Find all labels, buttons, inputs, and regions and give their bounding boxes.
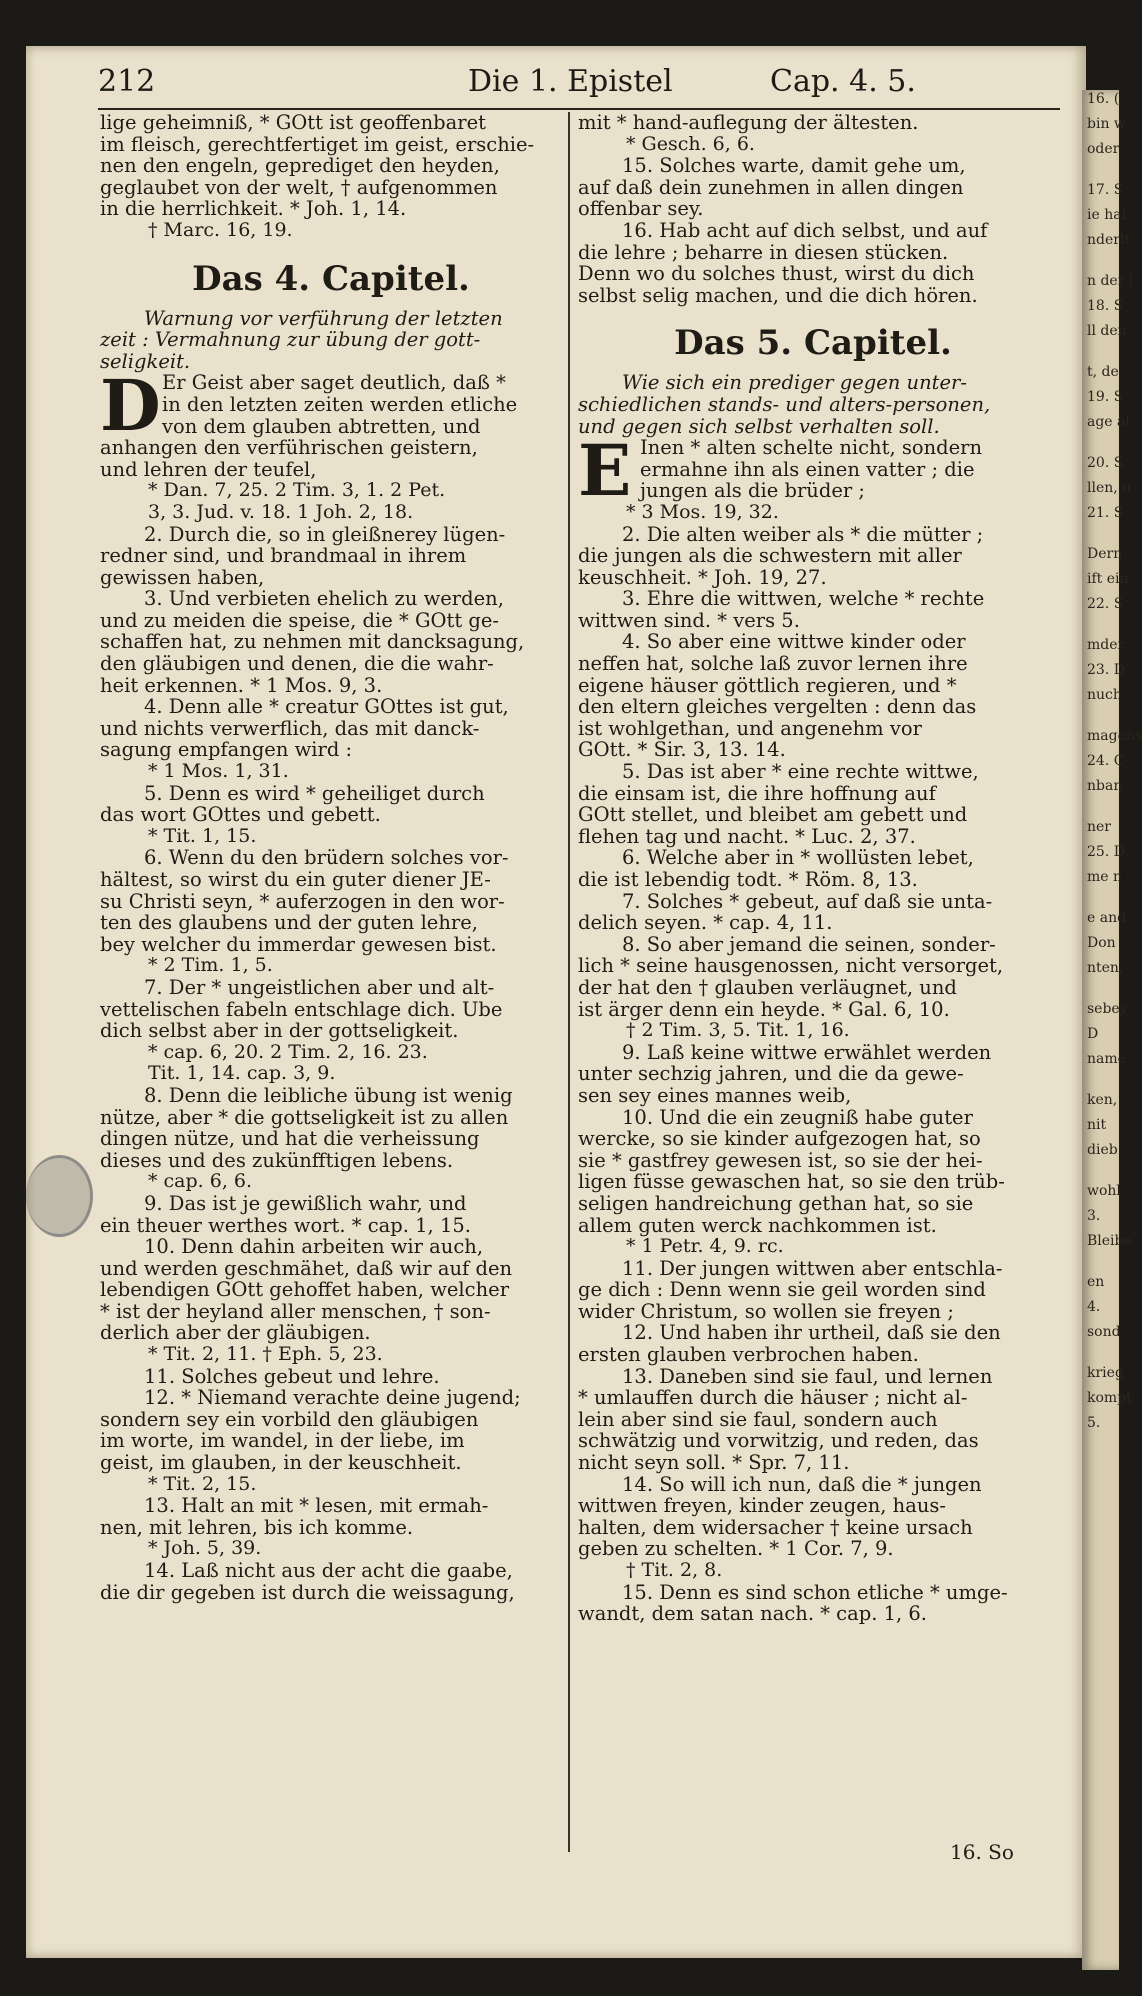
- margin-fragment: ken,: [1087, 1092, 1118, 1108]
- cross-reference: † Marc. 16, 19.: [148, 218, 293, 241]
- cross-reference: * 1 Mos. 1, 31.: [148, 760, 289, 783]
- margin-fragment: dieb: [1087, 1142, 1118, 1158]
- text-line: von dem glauben abtretten, und: [162, 414, 481, 438]
- margin-fragment: ll den: [1087, 323, 1127, 339]
- left-column: [100, 112, 562, 1603]
- text-line: ersten glauben verbrochen haben.: [578, 1343, 919, 1367]
- text-line: 14. Laß nicht aus der acht die gaabe,: [144, 1559, 513, 1582]
- text-line: sen sey eines mannes weib,: [578, 1083, 852, 1107]
- text-line: 13. Daneben sind sie faul, und lernen: [622, 1364, 993, 1388]
- text-line: bey welcher du immerdar gewesen bist.: [100, 932, 497, 956]
- text-line: 2. Die alten weiber als * die mütter ;: [622, 522, 984, 546]
- margin-fragment: age al: [1087, 414, 1130, 430]
- text-line: GOtt stellet, und bleibet am gebett und: [578, 803, 968, 827]
- text-line: 6. Welche aber in * wollüsten lebet,: [622, 846, 974, 870]
- margin-fragment: ie hal: [1087, 207, 1127, 223]
- text-line: geben zu schelten. * 1 Cor. 7, 9.: [578, 1537, 894, 1561]
- text-line: delich seyen. * cap. 4, 11.: [578, 911, 833, 935]
- text-line: * umlauffen durch die häuser ; nicht al-: [578, 1386, 968, 1410]
- text-line: in den letzten zeiten werden etliche: [162, 392, 518, 416]
- margin-fragment: Don: [1087, 935, 1116, 951]
- right-column: [578, 112, 1048, 1625]
- text-line: eigene häuser göttlich regieren, und *: [578, 673, 957, 697]
- margin-fragment: 4.: [1087, 1299, 1101, 1315]
- text-line: 10. Und die ein zeugniß habe guter: [622, 1105, 973, 1129]
- text-line: 11. Der jungen wittwen aber entschla-: [622, 1256, 1003, 1280]
- text-line: in die herrlichkeit. * Joh. 1, 14.: [100, 197, 407, 221]
- drop-cap: D: [100, 364, 161, 448]
- margin-fragment: D: [1087, 1026, 1099, 1042]
- chapter-heading-4: Das 4. Capitel.: [192, 258, 470, 299]
- cross-reference: * cap. 6, 6.: [148, 1170, 253, 1193]
- cross-reference: Tit. 1, 14. cap. 3, 9.: [148, 1062, 336, 1085]
- text-line: keuschheit. * Joh. 19, 27.: [578, 565, 827, 589]
- text-line: ge dich : Denn wenn sie geil worden sind: [578, 1278, 986, 1302]
- margin-fragment: sond: [1087, 1324, 1121, 1340]
- text-line: ein theuer werthes wort. * cap. 1, 15.: [100, 1213, 471, 1237]
- running-head: [98, 62, 1060, 104]
- margin-fragment: nuch: [1087, 687, 1122, 703]
- text-line: und zu meiden die speise, die * GOtt ge-: [100, 608, 499, 632]
- text-line: mit * hand-auflegung der ältesten.: [578, 111, 919, 134]
- text-line: neffen hat, solche laß zuvor lernen ihre: [578, 652, 968, 676]
- margin-fragment: 21. S: [1087, 505, 1124, 521]
- text-line: der hat den † glauben verläugnet, und: [578, 975, 957, 999]
- text-line: sondern sey ein vorbild den gläubigen: [100, 1407, 479, 1431]
- text-line: geglaubet von der welt, † aufgenommen: [100, 175, 498, 199]
- text-line: nen den engeln, geprediget den heyden,: [100, 154, 500, 178]
- margin-fragment: sebey: [1087, 1001, 1128, 1017]
- text-line: 9. Das ist je gewißlich wahr, und: [144, 1191, 467, 1215]
- text-line: 5. Denn es wird * geheiliget durch: [144, 781, 485, 805]
- text-line: die jungen als die schwestern mit aller: [578, 544, 962, 568]
- chapter-summary-line: seligkeit.: [100, 349, 191, 373]
- text-line: 14. So will ich nun, daß die * jungen: [622, 1472, 982, 1496]
- text-line: und werden geschmähet, daß wir auf den: [100, 1256, 513, 1280]
- margin-fragment: 17. S: [1087, 182, 1124, 198]
- cross-reference: * Tit. 1, 15.: [148, 824, 257, 847]
- text-line: 12. Und haben ihr urtheil, daß sie den: [622, 1321, 1001, 1345]
- margin-fragment: 24. C: [1087, 753, 1125, 769]
- chapter-summary-line: Wie sich ein prediger gegen unter-: [622, 371, 967, 395]
- text-line: dich selbst aber in der gottseligkeit.: [100, 1019, 459, 1043]
- chapter-summary-line: Warnung vor verführung der letzten: [144, 306, 503, 330]
- text-line: flehen tag und nacht. * Luc. 2, 37.: [578, 824, 916, 848]
- text-line: Denn wo du solches thust, wirst du dich: [578, 262, 975, 286]
- text-line: unter sechzig jahren, und die da gewe-: [578, 1062, 964, 1086]
- text-line: die dir gegeben ist durch die weissagung,: [100, 1580, 515, 1604]
- text-line: das wort GOttes und gebett.: [100, 803, 381, 827]
- margin-fragment: 16. (: [1087, 91, 1120, 107]
- cross-reference: * Joh. 5, 39.: [148, 1537, 262, 1560]
- margin-fragment: krieg: [1087, 1365, 1124, 1381]
- text-line: 7. Der * ungeistlichen aber und alt-: [144, 975, 495, 999]
- text-line: dingen nütze, und hat die verheissung: [100, 1127, 480, 1151]
- margin-fragment: kompt: [1087, 1390, 1132, 1406]
- text-line: wandt, dem satan nach. * cap. 1, 6.: [578, 1602, 928, 1626]
- text-line: 9. Laß keine wittwe erwählet werden: [622, 1040, 992, 1064]
- text-line: derlich aber der gläubigen.: [100, 1321, 371, 1345]
- text-line: halten, dem widersacher † keine ursach: [578, 1515, 973, 1539]
- text-line: 15. Denn es sind schon etliche * umge-: [622, 1580, 1008, 1604]
- text-line: 3. Und verbieten ehelich zu werden,: [144, 587, 504, 611]
- margin-fragment: Dern: [1087, 546, 1123, 562]
- margin-fragment: en: [1087, 1274, 1105, 1290]
- text-line: 8. So aber jemand die seinen, sonder-: [622, 932, 996, 956]
- text-line: die ist lebendig todt. * Röm. 8, 13.: [578, 868, 918, 891]
- text-line: schaffen hat, zu nehmen mit dancksagung,: [100, 630, 525, 654]
- margin-fragment: t, de: [1087, 364, 1119, 380]
- text-line: wider Christum, so wollen sie freyen ;: [578, 1299, 954, 1323]
- margin-fragment: 19. S: [1087, 389, 1124, 405]
- text-line: redner sind, und brandmaal in ihrem: [100, 544, 467, 568]
- drop-cap: E: [578, 429, 632, 513]
- text-line: anhangen den verführischen geistern,: [100, 436, 478, 460]
- margin-fragment: Bleibe: [1087, 1233, 1132, 1249]
- text-line: hältest, so wirst du ein guter diener JE-: [100, 868, 491, 891]
- text-line: allem guten werck nachkommen ist.: [578, 1213, 937, 1237]
- text-line: ten des glaubens und der guten lehre,: [100, 911, 478, 935]
- margin-fragment: 22. S: [1087, 596, 1124, 612]
- text-line: jungen als die brüder ;: [640, 479, 865, 503]
- margin-fragment: bin w: [1087, 116, 1126, 132]
- text-line: offenbar sey.: [578, 197, 704, 221]
- text-line: die einsam ist, die ihre hoffnung auf: [578, 781, 936, 805]
- cross-reference: 3, 3. Jud. v. 18. 1 Joh. 2, 18.: [148, 500, 414, 523]
- header-rule: [98, 108, 1060, 110]
- text-line: heit erkennen. * 1 Mos. 9, 3.: [100, 673, 383, 697]
- margin-fragment: name: [1087, 1051, 1126, 1067]
- text-line: schwätzig und vorwitzig, und reden, das: [578, 1429, 979, 1453]
- column-divider: [568, 112, 570, 1852]
- text-line: gewissen haben,: [100, 565, 265, 589]
- text-line: den gläubigen und denen, die die wahr-: [100, 652, 494, 676]
- text-line: 6. Wenn du den brüdern solches vor-: [144, 846, 509, 870]
- margin-fragment: 25. D: [1087, 844, 1125, 860]
- text-line: lige geheimniß, * GOtt ist geoffenbaret: [100, 111, 486, 134]
- text-line: im fleisch, gerechtfertiget im geist, erschie-: [100, 132, 535, 156]
- text-line: seligen handreichung gethan hat, so sie: [578, 1191, 974, 1215]
- text-line: wittwen sind. * vers 5.: [578, 608, 800, 632]
- text-line: Er Geist aber saget deutlich, daß *: [162, 371, 506, 395]
- text-line: im worte, im wandel, in der liebe, im: [100, 1429, 465, 1453]
- text-line: 11. Solches gebeut und lehre.: [144, 1364, 440, 1388]
- chapter-heading-5: Das 5. Capitel.: [674, 323, 952, 364]
- text-line: und lehren der teufel,: [100, 457, 317, 481]
- text-line: selbst selig machen, und die dich hören.: [578, 283, 978, 307]
- cross-reference: * 3 Mos. 19, 32.: [626, 500, 779, 523]
- margin-fragment: 18. S: [1087, 298, 1124, 314]
- text-line: sagung empfangen wird :: [100, 738, 353, 762]
- cross-reference: † Tit. 2, 8.: [626, 1559, 723, 1581]
- text-line: ist wohlgethan, und angenehm vor: [578, 716, 922, 740]
- margin-fragment: 5.: [1087, 1415, 1101, 1431]
- text-line: GOtt. * Sir. 3, 13. 14.: [578, 738, 786, 762]
- margin-fragment: wohl: [1087, 1183, 1121, 1199]
- chapter-reference: Cap. 4. 5.: [770, 64, 916, 99]
- chapter-summary-line: und gegen sich selbst verhalten soll.: [578, 414, 940, 438]
- margin-fragment: ift ein: [1087, 571, 1129, 587]
- facing-page-margin: [1082, 90, 1142, 1970]
- text-line: nütze, aber * die gottseligkeit ist zu allen: [100, 1105, 509, 1129]
- text-line: die lehre ; beharre in diesen stücken.: [578, 240, 949, 264]
- cross-reference: * Gesch. 6, 6.: [626, 132, 755, 155]
- text-line: vettelischen fabeln entschlage dich. Ube: [100, 997, 503, 1021]
- cross-reference: * 1 Petr. 4, 9. rc.: [626, 1235, 784, 1258]
- text-line: 4. So aber eine wittwe kinder oder: [622, 630, 966, 654]
- text-line: ermahne ihn als einen vatter ; die: [640, 457, 975, 481]
- text-line: su Christi seyn, * auferzogen in den wor-: [100, 889, 505, 913]
- text-line: den eltern gleiches vergelten : denn das: [578, 695, 977, 719]
- margin-fragment: magens: [1087, 728, 1142, 744]
- margin-fragment: nten,: [1087, 960, 1124, 976]
- text-line: 13. Halt an mit * lesen, mit ermah-: [144, 1494, 489, 1518]
- text-line: sie * gastfrey gewesen ist, so sie der hei-: [578, 1148, 983, 1172]
- margin-fragment: nderlt: [1087, 232, 1131, 248]
- text-line: auf daß dein zunehmen in allen dingen: [578, 175, 964, 199]
- catchword: 16. So: [950, 1840, 1014, 1864]
- chapter-summary-line: zeit : Vermahnung zur übung der gott-: [100, 328, 481, 352]
- text-line: nicht seyn soll. * Spr. 7, 11.: [578, 1451, 850, 1475]
- margin-fragment: e and: [1087, 910, 1127, 926]
- margin-fragment: 3.: [1087, 1208, 1101, 1224]
- text-line: ligen füsse gewaschen hat, so sie den trüb-: [578, 1170, 1005, 1194]
- text-line: lebendigen GOtt gehoffet haben, welcher: [100, 1278, 510, 1302]
- cross-reference: * Dan. 7, 25. 2 Tim. 3, 1. 2 Pet.: [148, 479, 446, 502]
- cross-reference: † 2 Tim. 3, 5. Tit. 1, 16.: [626, 1019, 850, 1042]
- text-line: 8. Denn die leibliche übung ist wenig: [144, 1083, 513, 1107]
- margin-fragment: nbar,: [1087, 778, 1123, 794]
- margin-fragment: oder: [1087, 141, 1120, 157]
- text-line: lein aber sind sie faul, sondern auch: [578, 1407, 938, 1431]
- text-line: und nichts verwerflich, das mit danck-: [100, 716, 480, 740]
- text-line: wercke, so sie kinder aufgezogen hat, so: [578, 1127, 981, 1151]
- text-line: geist, im glauben, in der keuschheit.: [100, 1451, 462, 1475]
- text-line: Inen * alten schelte nicht, sondern: [640, 436, 983, 460]
- margin-fragment: n der l: [1087, 273, 1134, 289]
- page-title: Die 1. Epistel: [468, 64, 673, 99]
- chapter-summary-line: schiedlichen stands- und alters-personen,: [578, 392, 991, 416]
- text-line: lich * seine hausgenossen, nicht versorget,: [578, 954, 1004, 978]
- text-line: 3. Ehre die wittwen, welche * rechte: [622, 587, 985, 611]
- text-line: dieses und des zukünfftigen lebens.: [100, 1148, 454, 1172]
- text-line: 5. Das ist aber * eine rechte wittwe,: [622, 760, 979, 784]
- margin-fragment: 20. S: [1087, 455, 1124, 471]
- text-line: ist ärger denn ein heyde. * Gal. 6, 10.: [578, 997, 950, 1021]
- text-line: 10. Denn dahin arbeiten wir auch,: [144, 1235, 484, 1259]
- margin-fragment: llen, u: [1087, 480, 1132, 496]
- text-line: 15. Solches warte, damit gehe um,: [622, 154, 966, 178]
- margin-fragment: me n: [1087, 869, 1123, 885]
- text-line: 4. Denn alle * creatur GOttes ist gut,: [144, 695, 509, 719]
- text-line: 7. Solches * gebeut, auf daß sie unta-: [622, 889, 993, 913]
- cross-reference: * 2 Tim. 1, 5.: [148, 954, 273, 977]
- cross-reference: * Tit. 2, 11. † Eph. 5, 23.: [148, 1343, 383, 1366]
- margin-fragment: mder: [1087, 637, 1125, 653]
- text-line: * ist der heyland aller menschen, † son-: [100, 1299, 491, 1323]
- margin-fragment: ner: [1087, 819, 1111, 835]
- text-line: wittwen freyen, kinder zeugen, haus-: [578, 1494, 947, 1518]
- text-line: 12. * Niemand verachte deine jugend;: [144, 1386, 521, 1410]
- text-line: 16. Hab acht auf dich selbst, und auf: [622, 218, 988, 242]
- page-clip: [26, 1155, 93, 1237]
- text-line: 2. Durch die, so in gleißnerey lügen-: [144, 522, 506, 546]
- text-line: nen, mit lehren, bis ich komme.: [100, 1515, 414, 1539]
- page-number: 212: [98, 64, 156, 99]
- margin-fragment: 23. D: [1087, 662, 1125, 678]
- cross-reference: * Tit. 2, 15.: [148, 1472, 257, 1495]
- cross-reference: * cap. 6, 20. 2 Tim. 2, 16. 23.: [148, 1040, 428, 1063]
- margin-fragment: nit: [1087, 1117, 1107, 1133]
